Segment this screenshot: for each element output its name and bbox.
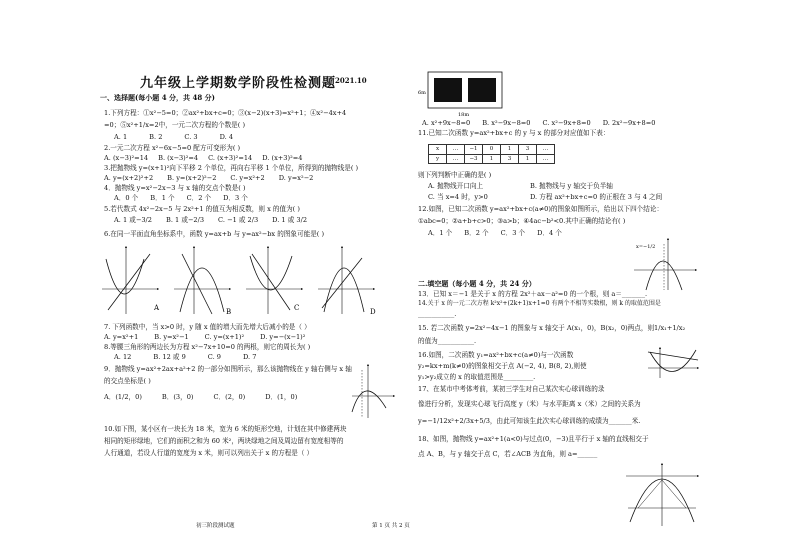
q6-graphs [100,244,398,318]
q3-option-b: B. y=(x+2)²−2 [167,174,217,182]
q7-option-d: D. y=−(x−1)² [260,333,306,341]
q11-table-row-x [429,145,555,155]
q1-line2: =0；⑤x²+1/x=2中，一元二次方程的个数是( ) [104,121,246,129]
q9-option-b: B．(3，0) [161,393,194,401]
q2-option-c: C. (x+3)²=14 [208,154,253,162]
q18-line2: 点 A、B，与 y 轴交于点 C，若∠ACB 为直角，则 a=______ [418,450,598,458]
q17-line3: y=−1/12x²+2/3x+5/3，由此可知该生此次实心球训练的成绩为_______米. [418,417,641,425]
q8-option-c: C. 9 [207,353,221,361]
q11-line2: 则下列判断中正确的是( ) [418,171,492,179]
q15-line2: 的值为___________. [418,337,477,345]
table-cell: 1 [483,154,501,164]
q14-line1: 14.关于 x 的一元二次方程 k²x²+(2k+1)x+1=0 有两个不相等实数根，则 k 的取值范围是 [418,300,661,307]
q8-option-b: B. 12 或 9 [153,353,186,361]
q1-options [114,132,255,142]
q6-graph-c [246,247,302,314]
q5-stem: 5.若代数式 4x²−2x−5 与 2x²+1 的值互为相反数，则 x 的值为( ) [104,205,300,213]
q8-options [114,352,278,362]
q1-line1: 1.下列方程：①x²−5=0；②ax²+bx+c=0；③(x−2)(x+3)=x²+1；④x²−4x+4 [104,109,347,117]
table-cell: y [429,154,447,164]
q6-label-c: C [294,304,300,312]
q18-line1: 18、如图，抛物线 y=ax²+1(a<0)与过点(0，−3)且平行于 x 轴的直线相交于 [418,435,649,443]
q8-option-d: D. 7 [242,353,257,361]
q18-figure [624,462,700,528]
table-cell: 1 [501,145,519,155]
q10-line3: 人行通道，若设人行道的宽度为 x 米，则可以列出关于 x 的方程是（ ） [104,449,314,457]
q4-option-a: A．0 个 [114,194,139,202]
footer-left: 初三阶段测试题 [196,523,235,529]
q17-line2: 像进行分析，发现实心球飞行高度 y（米）与水平距离 x（米）之间的关系为 [418,400,641,408]
q6-label-a: A [154,304,160,312]
table-cell: 0 [483,145,501,155]
q3-option-c: C. y=x²+2 [230,174,265,182]
q16-line2: y₂=kx+m(k≠0)的图象相交于点 A(−2, 4), B(8, 2),则使 [418,362,587,370]
q9-line1: 9．抛物线 y=ax²+2ax+a²+2 的一部分如图所示，那么该抛物线在 y 轴右侧与 x 轴 [104,365,352,373]
q9-figure [350,362,396,420]
q10-options [422,118,655,128]
q6-graph-a [102,247,160,314]
q12-figure [632,236,698,292]
q1-option-c: C. 3 [184,133,198,141]
q3-options [104,173,313,183]
q9-option-a: A．(1/2，0) [104,393,142,401]
table-cell: … [447,145,465,155]
q12-option-b: B．2 个 [464,229,489,237]
q6-stem: 6.在同一平面直角坐标系中，函数 y=ax+b 与 y=ax²−bx 的图象可能是( ) [104,230,325,238]
q10-option-b: B. x²−9x−8=0 [482,119,531,127]
q12-axis-label: x=−1/2 [636,244,656,250]
q1-option-b: B. 2 [149,133,163,141]
table-cell: … [447,154,465,164]
q8-stem: 8.等腰三角形的两边长为方程 x²−7x+10=0 的两根，则它的周长为( ) [104,343,311,351]
table-cell: 3 [501,154,519,164]
q10-option-a: A. x²+9x−8=0 [422,119,471,127]
q4-option-d: D．3 个 [223,194,248,202]
q12-line2: ①abc=0；②a+b+c>0；③a>b；④4ac−b²<0.其中正确的结论有( ) [418,217,626,225]
q6-graph-b [174,247,231,316]
q12-option-c: C．3 个 [500,229,526,237]
table-cell: x [429,145,447,155]
q3-stem: 3.把抛物线 y=(x+1)²向下平移 2 个单位，再向右平移 1 个单位，所得到的抛物线是( ) [104,164,359,172]
q2-options [104,153,302,163]
q11-option-c: C. 当 x=4 时，y>0 [428,193,488,201]
table-cell: 3 [519,145,537,155]
q7-options [104,332,305,342]
q9-line2: 的交点坐标是( ) [104,377,151,385]
q2-option-a: A. (x−3)²=14 [104,154,149,162]
q2-stem: 2.一元二次方程 x²−6x−5=0 配方可变形为( ) [104,144,241,152]
q13-line: 13．已知 x＝−1 是关于 x 的方程 2x²＋ax－a²=0 的一个根，则 a＝_______. [418,290,648,298]
q4-stem: 4．抛物线 y=x²−2x−3 与 x 轴的交点个数是( ) [104,184,246,192]
q4-option-c: C．2 个 [186,194,212,202]
q12-option-d: D．4 个 [537,229,562,237]
q7-option-b: B. y=x²−1 [154,333,189,341]
q7-option-c: C. y=(x+1)² [204,333,245,341]
q12-option-a: A．1 个 [428,229,453,237]
section-title-choice: 一、选择题(每小题 4 分，共 48 分) [100,93,215,102]
table-cell: −3 [465,154,483,164]
q5-option-d: D. 1 或 3/2 [272,216,308,224]
q3-option-d: D. y=x²−2 [278,174,314,182]
q11-option-d: D. 方程 ax²+bx+c=0 的正根在 3 与 4 之间 [530,193,663,201]
q11-table-row-y [429,154,555,164]
q9-options [104,392,297,402]
q11-option-a: A. 抛物线开口向上 [428,182,484,190]
q11-stem: 11.已知二次函数 y=ax²+bx+c 的 y 与 x 的部分对应值如下表： [418,129,610,137]
q10-line1: 10.如下图，某小区有一块长为 18 米，宽为 6 米的矩形空地，计划在其中修建两块 [104,425,347,433]
q11-table [428,144,555,164]
q10-figure-bottom: 18m [458,112,470,118]
q10-figure [418,70,508,118]
q5-option-c: C. −1 或 2/3 [218,216,259,224]
footer-page-number: 第 1 页 共 2 页 [372,523,410,529]
q6-graph-d [318,247,376,316]
q6-label-b: B [226,308,232,316]
table-cell: −1 [465,145,483,155]
section-title-fill: 二.填空题（每小题 4 分，共 24 分） [418,279,536,288]
q10-line2: 相同的矩形绿地，它们的面积之和为 60 米²，两块绿地之间及周边留有宽度相等的 [104,437,344,445]
q5-option-b: B. 1 或−2/3 [165,216,205,224]
q9-option-d: D．(1，0) [265,393,298,401]
q16-line1: 16.如图，二次函数 y₁=ax²+bx+c(a≠0)与一次函数 [418,351,574,359]
q9-option-c: C．(2，0) [213,393,246,401]
q14-line2: ___________. [418,310,457,318]
q12-options [428,228,562,238]
q10-option-d: D. 2x²−9x+8=0 [602,119,656,127]
q7-stem: 7. 下列函数中，当 x>0 时，y 随 x 值的增大而先增大后减小的是（ ） [104,323,311,331]
exam-title: 九年级上学期数学阶段性检测题 [140,76,337,91]
q4-options [114,193,248,203]
table-cell: … [537,154,555,164]
q2-option-d: D. (x+3)²=4 [262,154,303,162]
q12-line1: 12.如图，已知二次函数 y=ax²+bx+c(a≠0)的图象如图所示，给出以下四个结论： [418,205,664,213]
q11-option-b: B. 抛物线与 y 轴交于负半轴 [530,182,613,190]
exam-date: 2021.10 [335,76,367,85]
q1-option-d: D. 4 [219,133,234,141]
q17-line1: 17、在某市中考体考前，某初三学生对自己某次实心球训练的录 [418,385,605,393]
q5-option-a: A. 1 或−3/2 [114,216,152,224]
q6-label-d: D [370,308,376,316]
q8-option-a: A. 12 [114,353,132,361]
table-cell: 1 [519,154,537,164]
q3-option-a: A. y=(x+2)²+2 [104,174,154,182]
q1-option-a: A. 1 [114,133,128,141]
q2-option-b: B. (x−3)²=4 [158,154,199,162]
q16-figure [646,346,700,380]
q4-option-b: B．1 个 [150,194,175,202]
q10-figure-side: 6m [418,90,426,96]
q7-option-a: A. y=x²+1 [104,333,139,341]
q15-line1: 15. 若二次函数 y=2x²−4x−1 的图象与 x 轴交于 A(x₁，0)，B(x₂，0)两点，则1/x₁+1/x₂ [418,324,686,332]
q16-line3: y₁>y₂成立的 x 的取值范围是_________. [418,373,536,381]
table-cell: … [537,145,555,155]
q10-option-c: C. x²−9x+8=0 [542,119,591,127]
q5-options [114,215,307,225]
